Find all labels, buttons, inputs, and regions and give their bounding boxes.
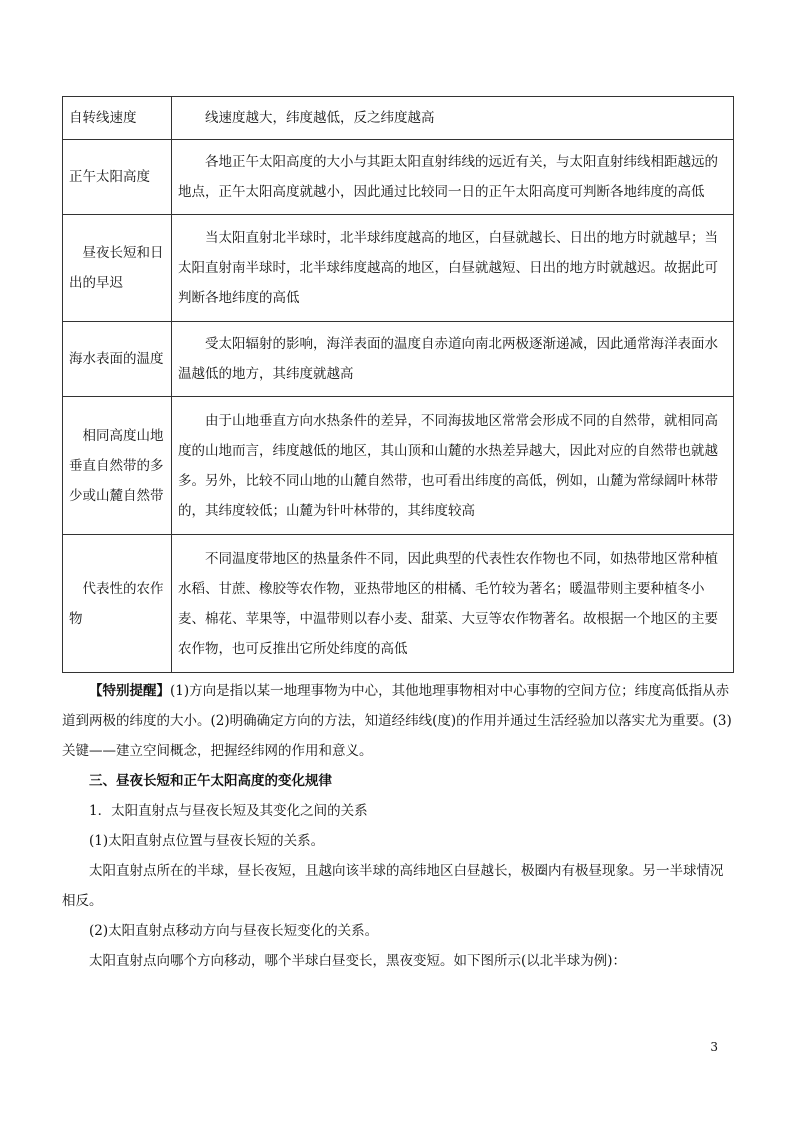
row-label: 海水表面的温度 — [63, 322, 172, 397]
subsection-title: 1．太阳直射点与昼夜长短及其变化之间的关系 — [89, 803, 368, 819]
row-content: 受太阳辐射的影响，海洋表面的温度自赤道向南北两极逐渐递减，因此通常海洋表面水温越低的地方，其纬度就越高 — [172, 322, 734, 397]
reminder-title: 【特别提醒】 — [89, 683, 170, 699]
row-label: 代表性的农作物 — [63, 535, 172, 673]
item-title: (1)太阳直射点位置与昼夜长短的关系。 — [89, 833, 325, 849]
item-text: 太阳直射点所在的半球，昼长夜短，且越向该半球的高纬地区白昼越长，极圈内有极昼现象。另一半球情况相反。 — [62, 863, 724, 909]
row-label: 自转线速度 — [63, 97, 172, 140]
table-row — [63, 140, 734, 215]
table-row — [63, 397, 734, 535]
row-label: 相同高度山地垂直自然带的多少或山麓自然带 — [63, 397, 172, 535]
row-content: 各地正午太阳高度的大小与其距太阳直射纬线的远近有关，与太阳直射纬线相距越远的地点，正午太阳高度就越小，因此通过比较同一日的正午太阳高度可判断各地纬度的高低 — [172, 140, 734, 215]
row-label: 正午太阳高度 — [63, 140, 172, 215]
section-heading: 三、昼夜长短和正午太阳高度的变化规律 — [89, 773, 332, 789]
body-text — [62, 676, 734, 976]
latitude-judgement-table — [62, 96, 734, 673]
table-row — [63, 322, 734, 397]
reminder-text: (1)方向是指以某一地理事物为中心，其他地理事物相对中心事物的空间方位；纬度高低指从赤道到两极的纬度的大小。(2)明确确定方向的方法，知道经纬线(度)的作用并通过生活经验加以落实尤为重要。(3)关键——建立空间概念，把握经纬网的作用和意义。 — [62, 683, 732, 759]
special-reminder — [62, 676, 734, 766]
row-content: 线速度越大，纬度越低，反之纬度越高 — [172, 97, 734, 140]
table-row — [63, 97, 734, 140]
row-content: 不同温度带地区的热量条件不同，因此典型的代表性农作物也不同，如热带地区常种植水稻、甘蔗、橡胶等农作物，亚热带地区的柑橘、毛竹较为著名；暖温带则主要种植冬小麦、棉花、苹果等，中温带则以春小麦、甜菜、大豆等农作物著名。故根据一个地区的主要农作物，也可反推出它所处纬度的高低 — [172, 535, 734, 673]
row-label: 昼夜长短和日出的早迟 — [63, 215, 172, 322]
row-content: 当太阳直射北半球时，北半球纬度越高的地区，白昼就越长、日出的地方时就越早；当太阳直射南半球时，北半球纬度越高的地区，白昼就越短、日出的地方时就越迟。故据此可判断各地纬度的高低 — [172, 215, 734, 322]
table-row — [63, 215, 734, 322]
item-title: (2)太阳直射点移动方向与昼夜长短变化的关系。 — [89, 923, 379, 939]
table-row — [63, 535, 734, 673]
item-text: 太阳直射点向哪个方向移动，哪个半球白昼变长，黑夜变短。如下图所示(以北半球为例)： — [89, 953, 627, 969]
page-number: 3 — [710, 1040, 718, 1054]
row-content: 由于山地垂直方向水热条件的差异，不同海拔地区常常会形成不同的自然带，就相同高度的山地而言，纬度越低的地区，其山顶和山麓的水热差异越大，因此对应的自然带也就越多。另外，比较不同山地的山麓自然带，也可看出纬度的高低，例如，山麓为常绿阔叶林带的，其纬度较低；山麓为针叶林带的，其纬度较高 — [172, 397, 734, 535]
